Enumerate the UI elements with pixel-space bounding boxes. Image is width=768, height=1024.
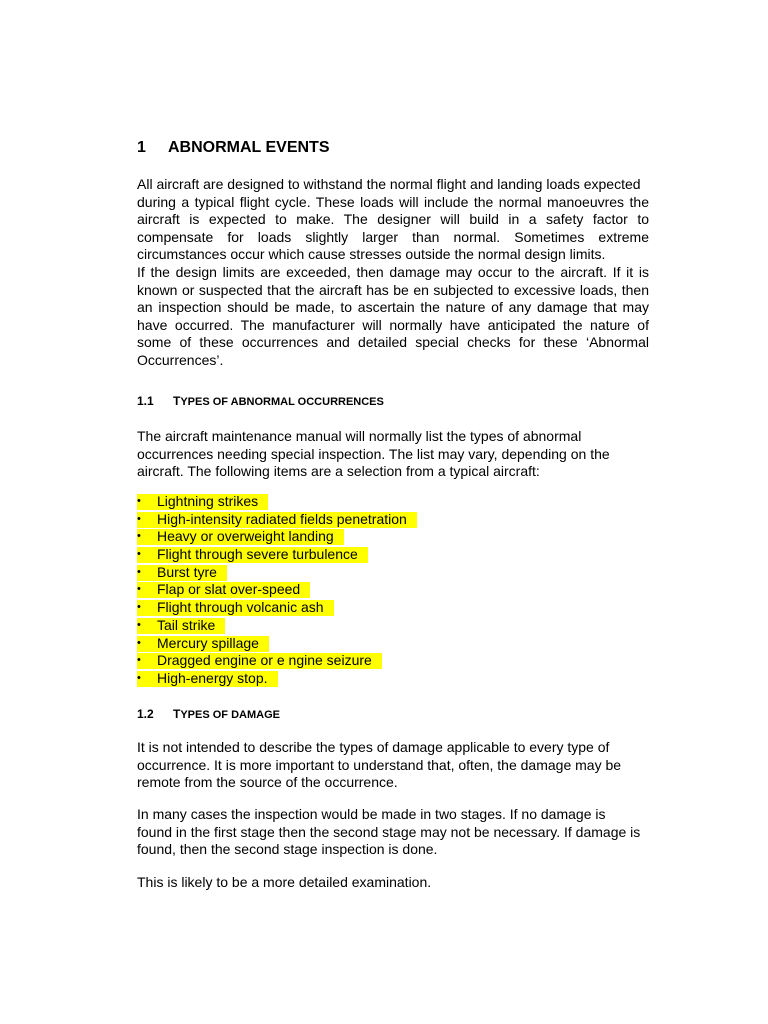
bullet-icon: • [137,671,141,684]
section-heading [137,139,330,157]
paragraph-line: found in the first stage then the second stage may not be necessary. If damage is [137,823,641,840]
bullet-icon: • [137,583,141,596]
section-number: 1 [137,139,146,156]
paragraph-line: It is not intended to describe the types of damage applicable to every type of [137,739,610,755]
paragraph-line: aircraft. The following items are a selection from a typical aircraft: [137,463,540,480]
list-item-label: Flight through volcanic ash [157,599,324,616]
subsection-number: 1.1 [137,394,154,408]
list-item-label: Heavy or overweight landing [157,528,334,545]
paragraph-line: If the design limits are exceeded, then damage may occur to the aircraft. If it is [137,264,649,280]
subsection-heading-types-of-abnormal-occurrences [137,394,384,408]
paragraph-line: during a typical flight cycle. These loads will include the normal manoeuvres the [137,193,649,210]
paragraph-line: circumstances occur which cause stresses outside the normal design limits. [137,246,606,263]
subsection-title: YPES OF DAMAGE [180,709,280,721]
paragraph-line: The aircraft maintenance manual will normally list the types of abnormal [137,428,582,444]
bullet-icon: • [137,512,141,525]
list-item-label: Tail strike [157,616,216,633]
bullet-icon: • [137,495,141,507]
paragraph-line: occurrences needing special inspection. The list may vary, depending on the [137,445,610,462]
list-item-label: High-energy stop. [157,669,268,686]
types-paragraph [137,428,649,481]
bullet-icon: • [137,654,141,667]
list-item-label: Dragged engine or e ngine seizure [157,652,372,669]
paragraph-line: remote from the source of the occurrence. [137,774,398,791]
paragraph-line: This is likely to be a more detailed examination. [137,874,432,890]
subsection-title: YPES OF ABNORMAL OCCURRENCES [180,396,384,408]
list-item-label: Burst tyre [157,563,217,580]
subsection-number: 1.2 [137,707,154,721]
list-item-label: Lightning strikes [157,493,259,509]
list-item-label: Flight through severe turbulence [157,546,358,563]
subsection-heading-types-of-damage [137,707,280,721]
closing-paragraph [137,874,649,892]
paragraph-line: occurrence. It is more important to understand that, often, the damage may be [137,756,622,773]
paragraph-line: All aircraft are designed to withstand the normal flight and landing loads expected [137,176,641,192]
damage-paragraph [137,739,649,792]
paragraph-line: found, then the second stage inspection is done. [137,841,438,858]
subsection-title-cap: T [173,707,181,721]
bullet-icon: • [137,636,141,649]
bullet-icon: • [137,565,141,578]
paragraph-line: aircraft is expected to make. The designer will build in a safety factor to [137,211,649,228]
limits-paragraph [137,264,649,370]
bullet-icon: • [137,601,141,614]
intro-paragraph [137,176,649,264]
paragraph-line: known or suspected that the aircraft has be en subjected to excessive loads, then [137,281,649,298]
paragraph-line: compensate for loads slightly larger than normal. Sometimes extreme [137,228,649,245]
bullet-icon: • [137,530,141,543]
bullet-icon: • [137,548,141,561]
bullet-icon: • [137,618,141,631]
list-item-label: Mercury spillage [157,634,259,651]
list-item-label: Flap or slat over-speed [157,581,301,598]
paragraph-line: have occurred. The manufacturer will normally have anticipated the nature of [137,316,649,333]
stages-paragraph [137,806,649,859]
paragraph-line: an inspection should be made, to ascertain the nature of any damage that may [137,299,649,316]
list-item-label: High-intensity radiated fields penetration [157,510,407,527]
paragraph-line: In many cases the inspection would be made in two stages. If no damage is [137,806,606,822]
paragraph-line: Occurrences’. [137,351,224,368]
section-title: ABNORMAL EVENTS [168,139,330,156]
subsection-title-cap: T [173,394,181,408]
paragraph-line: some of these occurrences and detailed special checks for these ‘Abnormal [137,334,649,351]
